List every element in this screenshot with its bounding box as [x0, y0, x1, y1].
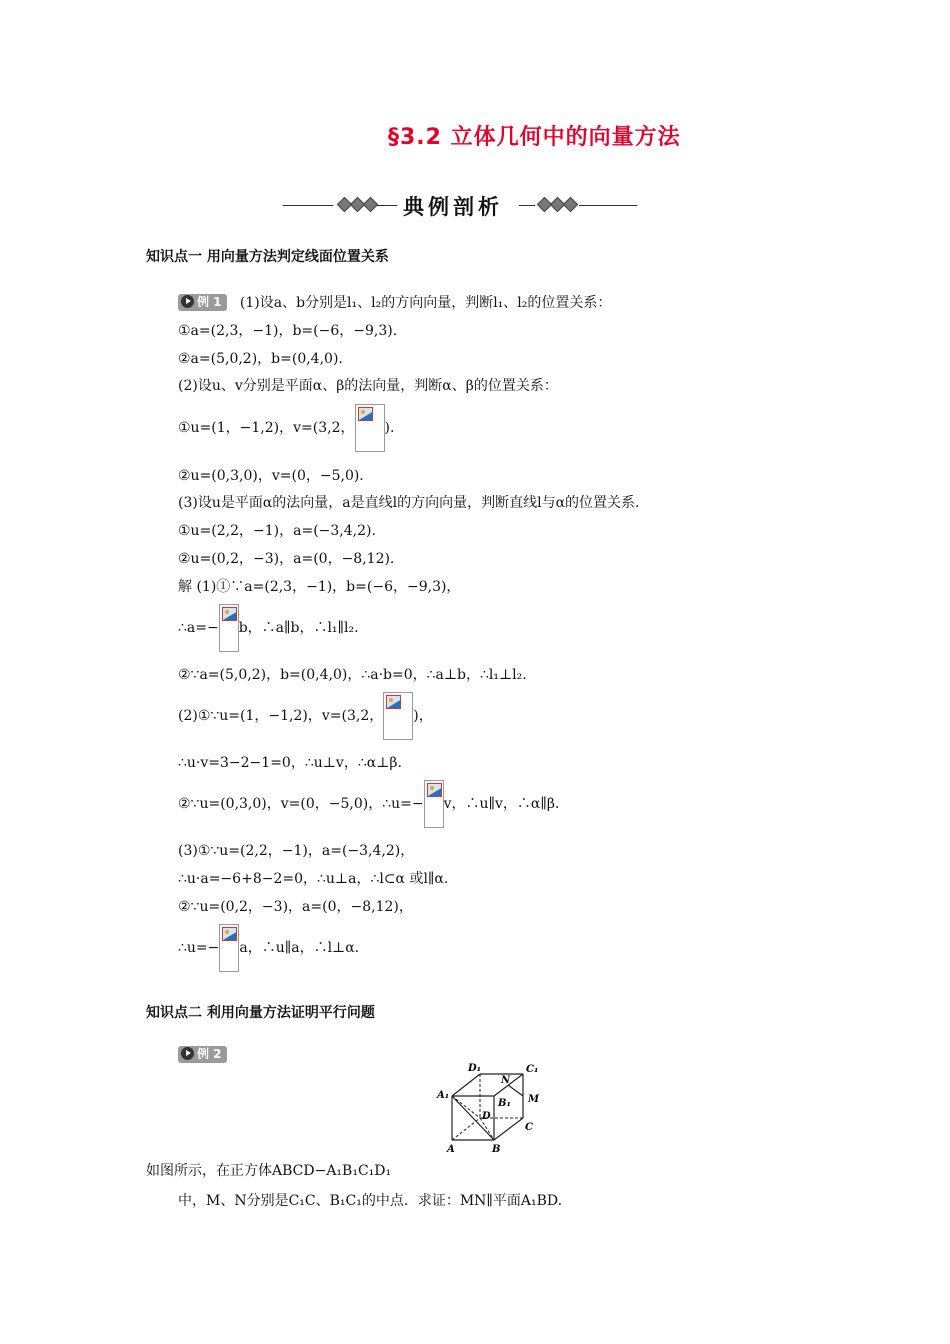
page-title: §3.2 立体几何中的向量方法 — [388, 125, 681, 150]
banner-text: 典例剖析 — [403, 195, 503, 219]
solution-line-6-b: v，∴u∥v，∴α∥β. — [443, 796, 560, 812]
solution-line-5: ∴u·v=3−2−1=0，∴u⊥v，∴α⊥β. — [178, 755, 402, 771]
solution-line-8: ∴u·a=−6+8−2=0，∴u⊥a，∴l⊂α 或l∥α. — [178, 871, 449, 887]
ex1-part3-intro: (3)设u是平面α的法向量，a是直线l的方向向量，判断直线l与α的位置关系. — [178, 495, 640, 511]
banner-rule-left — [283, 205, 333, 206]
ex1-part1-ii: ②a=(5,0,2)，b=(0,4,0). — [178, 351, 343, 367]
solution-line-2-a: ∴a=− — [178, 620, 219, 636]
solution-line-2-b: b，∴a∥b，∴l₁∥l₂. — [238, 620, 359, 636]
ex1-part2-intro: (2)设u、v分别是平面α、β的法向量，判断α、β的位置关系： — [178, 378, 558, 394]
banner-diamonds-left-icon — [339, 199, 376, 210]
ex1-part3-i: ①u=(2,2，−1)，a=(−3,4,2). — [178, 523, 376, 539]
banner-rule-right — [579, 205, 637, 206]
ex1-part2-i-end: ). — [384, 420, 395, 436]
solution-line-4 — [178, 692, 433, 740]
fraction-image-icon — [219, 924, 239, 972]
label-M: M — [528, 1094, 540, 1105]
label-A: A — [447, 1144, 455, 1155]
fraction-image-icon — [383, 692, 413, 740]
ex1-part2-i-text: ①u=(1，−1,2)，v=(3,2， — [178, 420, 355, 436]
solution-line-6 — [178, 780, 559, 828]
label-A1: A₁ — [437, 1090, 450, 1101]
label-N: N — [501, 1075, 511, 1086]
ex1-part3-ii: ②u=(0,2，−3)，a=(0，−8,12). — [178, 551, 395, 567]
solution-line-7: (3)①∵u=(2,2，−1)，a=(−3,4,2)， — [178, 843, 415, 859]
solution-line-3: ②∵a=(5,0,2)，b=(0,4,0)，∴a·b=0，∴a⊥b，∴l₁⊥l₂. — [178, 667, 527, 683]
ex1-part1-intro: (1)设a、b分别是l₁、l₂的方向向量，判断l₁、l₂的位置关系： — [239, 295, 612, 311]
play-icon — [181, 1047, 194, 1060]
solution-line-6-a: ②∵u=(0,3,0)，v=(0，−5,0)，∴u=− — [178, 796, 424, 812]
section-heading-1: 知识点一 用向量方法判定线面位置关系 — [146, 249, 389, 265]
example-2-intro — [178, 1046, 227, 1063]
solution-line-10-a: ∴u=− — [178, 940, 220, 956]
section-heading-2: 知识点二 利用向量方法证明平行问题 — [146, 1005, 375, 1021]
fraction-image-icon — [424, 780, 444, 828]
example-1-intro — [178, 292, 611, 312]
label-B: B — [492, 1144, 501, 1155]
section-banner — [283, 190, 637, 220]
ex1-part2-ii: ②u=(0,3,0)，v=(0，−5,0). — [178, 468, 364, 484]
example-2-badge: 例 2 — [178, 1046, 227, 1063]
label-D: D — [482, 1111, 491, 1122]
banner-diamonds-right-icon — [539, 199, 576, 210]
fraction-image-icon — [219, 604, 239, 652]
label-B1: B₁ — [498, 1098, 511, 1109]
example-2-line-2: 中，M、N分别是C₁C、B₁C₁的中点．求证：MN∥平面A₁BD. — [178, 1193, 563, 1209]
solution-line-1: 解 (1)①∵a=(2,3，−1)，b=(−6，−9,3)， — [178, 579, 461, 595]
solution-line-4-b: )， — [413, 708, 433, 724]
fraction-image-icon — [355, 404, 385, 452]
label-D1: D₁ — [468, 1063, 482, 1074]
cube-figure — [430, 1060, 550, 1158]
banner-rule-right-2 — [519, 205, 535, 206]
example-1-badge: 例 1 — [178, 294, 227, 311]
solution-line-10 — [178, 924, 359, 972]
ex1-part2-i — [178, 404, 394, 452]
play-icon — [181, 295, 194, 308]
solution-line-2 — [178, 604, 359, 652]
solution-line-9: ②∵u=(0,2，−3)，a=(0，−8,12)， — [178, 899, 413, 915]
solution-line-4-a: (2)①∵u=(1，−1,2)，v=(3,2， — [178, 708, 384, 724]
label-C: C — [525, 1122, 533, 1133]
banner-rule-left-2 — [377, 205, 397, 206]
label-C1: C₁ — [526, 1064, 539, 1075]
example-2-line-1: 如图所示，在正方体ABCD−A₁B₁C₁D₁ — [146, 1163, 392, 1179]
ex1-part1-i: ①a=(2,3，−1)，b=(−6，−9,3). — [178, 323, 398, 339]
solution-line-10-b: a，∴u∥a，∴l⊥α. — [239, 940, 360, 956]
